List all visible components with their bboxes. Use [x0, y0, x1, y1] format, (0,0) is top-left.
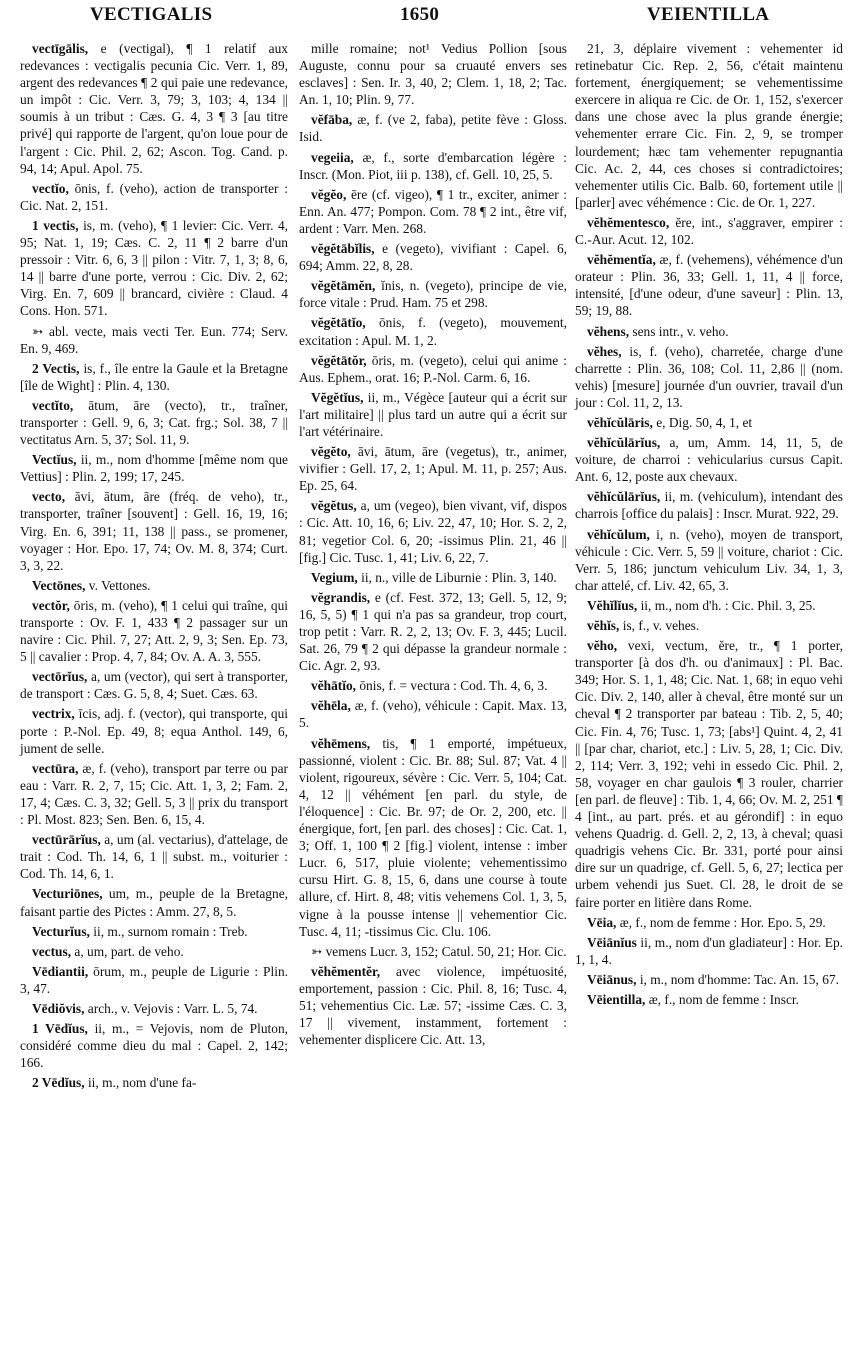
headword: vĕhēmens,	[311, 735, 371, 751]
headword: vĕfāba,	[311, 112, 353, 128]
entry-text: æ, f. (veho), véhicule : Capit. Max. 13, 5.	[299, 698, 567, 731]
headword: vĕgĕo,	[311, 186, 347, 202]
headword: Vēientilla,	[587, 991, 646, 1007]
entry-text: is, m. (veho), ¶ 1 levier: Cic. Verr. 4, 95; Nat. 1, 19; Cæs. C. 2, 11 ¶ 2 barre d'un pressoir : Vitr. 6, 6, 3 || pilon : Vitr. 7, 1, 3; 8, 6, 14 || barre d'une porte, verrou : Cic. Div. 2, 62; Virg. En. 7, 609 || brancard, civière : Claud. 4 Cons. Hon. 571.	[20, 217, 288, 319]
dictionary-entry	[20, 1020, 288, 1071]
entry-text: æ, f., nom de femme : Inscr.	[645, 991, 799, 1007]
dictionary-entry	[20, 597, 288, 665]
dictionary-entry	[575, 40, 843, 211]
entry-text: ii, m., surnom romain : Treb.	[89, 923, 248, 939]
dictionary-entry	[20, 488, 288, 573]
entry-text: ii, m. (vehiculum), intendant des charrois [office du palais] : Inscr. Murat. 922, 29.	[575, 489, 843, 522]
dictionary-entry	[20, 40, 288, 177]
entry-text: is, f., île entre la Gaule et la Bretagne [île de Wight] : Plin. 4, 130.	[20, 360, 288, 393]
entry-text: ĕre, int., s'aggraver, empirer : C.-Aur. Acut. 12, 102.	[575, 214, 843, 248]
dictionary-entry	[299, 735, 567, 940]
entry-text: a, um (vegeo), bien vivant, vif, dispos : Cic. Att. 10, 16, 6; Liv. 22, 47, 10; Hor. S. 2, 2, 81; vegetior Col. 6, 20; -issimus Plin. 21, 46 || [fig.] Cic. Tusc. 1, 41; Liv. 6, 22, 7.	[299, 498, 567, 565]
entry-text: e (vectigal), ¶ 1 relatif aux redevances : vectigalis pecunia Cic. Verr. 1, 89, argent des redevances ¶ 2 qui paie une redevance, un impôt : Cic. Verr. 3, 79; 3, 103; 4, 134 || soumis à un tribut : Cæs. G. 4, 3 ¶ 3 [au titre privé] qui rapporte de l'argent, qu'on loue pour de l'argent : Cic. Phil. 2, 62; Ascon. Tog. Cand. p. 94, 14; Apul. Apol. 75.	[20, 41, 288, 176]
entry-text: ōris, m. (veho), ¶ 1 celui qui traîne, qui transporte : Ov. F. 1, 433 ¶ 2 passager sur un navire : Cic. Phil. 7, 27; Att. 2, 9, 3; Sen. Ep. 73, 5 || cavalier : Prop. 4, 7, 84; Ov. A. A. 3, 555.	[20, 597, 288, 665]
entry-text: āvi, ātum, āre (fréq. de veho), tr., transporter, traîner [souvent] : Gell. 16, 19, 16; Virg. En. 6, 391; 11, 138 || pass., se promener, voyager : Hor. Epo. 17, 74; Ov. M. 8, 374; Curt. 3, 3, 22.	[20, 489, 288, 573]
entry-text: ii, m., nom d'homme [même nom que Vettius] : Plin. 2, 199; 17, 245.	[20, 452, 288, 485]
headword: vĕgĕto,	[311, 444, 351, 460]
dictionary-entry	[20, 668, 288, 702]
entry-text: 21, 3, déplaire vivement : vehementer id retinebatur Cic. Rep. 2, 56, c'était maintenu fortement, énergiquement; se vehementissime exercere in aliqua re Cic. de Or. 1, 152, s'exercer dans une chose avec la plus grande énergie; vehementer errare Cic. Fin. 2, 9, se tromper lourdement; hæc tam vehementer repugnantia Cic. Ac. 2, 44, ces choses si contradictoires; vehementer utilis Cic. Balb. 60, fortement utile || [parler] avec véhémence : Cic. de Or. 1, 227.	[575, 41, 843, 210]
entry-text: īcis, adj. f. (vector), qui transporte, qui porte : P.-Nol. Ep. 49, 8; equa Anthol. 149, 6, jument de selle.	[20, 706, 288, 756]
dictionary-entry	[299, 443, 567, 494]
entry-text: i, n. (veho), moyen de transport, véhicule : Cic. Verr. 5, 59 || voiture, chariot : Cic. Verr. 5, 186; junctum vehiculum Liv. 34, 1, 3, char attelé, cf. Liv. 42, 65, 3.	[575, 526, 843, 593]
headword: vĕgĕtātĭo,	[311, 315, 366, 331]
entry-text: ii, m., Végèce [auteur qui a écrit sur l'art militaire] || plus tard un autre qui a écrit sur l'art vétérinaire.	[299, 389, 567, 439]
headword: Vēia,	[587, 914, 617, 930]
entry-text: ii, n., ville de Liburnie : Plin. 3, 140.	[357, 569, 557, 585]
dictionary-entry	[20, 577, 288, 594]
entry-text: is, f. (veho), charretée, charge d'une charrette : Plin. 36, 108; Col. 11, 2,86 || (nom. vehis) [mesure] journée d'un ouvrier, travail d'un jour : Col. 11, 2, 13.	[575, 343, 843, 410]
headword: vĕhĭcŭlum,	[587, 526, 650, 542]
entry-text: ➳ abl. vecte, mais vecti Ter. Eun. 774; Serv. En. 9, 469.	[20, 323, 288, 356]
headword: vectōrĭus,	[32, 669, 88, 685]
dictionary-entry	[575, 214, 843, 248]
dictionary-entry	[575, 323, 843, 340]
headword: vĕgĕtābĭlis,	[311, 241, 375, 257]
headword: vectŏr,	[32, 597, 70, 613]
dictionary-entry	[299, 497, 567, 565]
dictionary-entry	[299, 697, 567, 731]
dictionary-entry	[20, 923, 288, 940]
headword: vĕhĕmentĭa,	[587, 252, 656, 268]
headword: vĕhĭs,	[587, 618, 620, 633]
dictionary-entry	[20, 705, 288, 756]
dictionary-entry	[20, 1074, 288, 1091]
dictionary-entry	[299, 963, 567, 1048]
entry-text: ōnis, f. (vegeto), mouvement, excitation : Apul. M. 1, 2.	[299, 315, 567, 348]
headword: Vĕgĕtĭus,	[311, 389, 364, 405]
dictionary-entry	[299, 389, 567, 440]
dictionary-entry	[20, 397, 288, 448]
dictionary-entry	[575, 617, 843, 634]
headword: Vecturiōnes,	[32, 886, 103, 902]
headword: Vēdiŏvis,	[32, 1000, 85, 1016]
headword: vĕhens,	[587, 323, 630, 339]
entry-text: mille romaine; not¹ Vedius Pollion [sous Auguste, connu pour sa cruauté envers ses esclaves] : Sen. Ir. 3, 40, 2; Clem. 1, 18, 2; Tac. An. 1, 10; Plin. 9, 77.	[299, 41, 567, 108]
dictionary-entry	[299, 589, 567, 674]
dictionary-entry	[299, 111, 567, 145]
headword: vĕhĕmentesco,	[587, 214, 670, 230]
headword: vĕhĭcŭlāris,	[587, 414, 653, 430]
entry-text: ōnis, f. (veho), action de transporter : Cic. Nat. 2, 151.	[20, 180, 288, 213]
headword: vecto,	[32, 489, 66, 505]
headword: vĕhĭcŭlārĭus,	[587, 489, 661, 505]
headword: 1 Vēdĭus,	[32, 1021, 88, 1037]
entry-text: ēre (cf. vigeo), ¶ 1 tr., exciter, animer : Enn. An. 477; Pompon. Com. 78 ¶ 2 int., être vif, ardent : Varr. Men. 268.	[299, 186, 567, 236]
dictionary-entry	[575, 414, 843, 431]
column-2	[299, 40, 567, 1051]
dictionary-entry	[575, 251, 843, 319]
entry-text: ĭnis, n. (vegeto), principe de vie, force vitale : Prud. Ham. 75 et 298.	[299, 278, 567, 311]
headword: vectĭto,	[32, 397, 74, 413]
page-header	[0, 0, 850, 28]
dictionary-entry	[299, 314, 567, 348]
dictionary-entry	[575, 971, 843, 988]
headword: vĕgĕtātŏr,	[311, 352, 367, 368]
entry-text: ➳ vemens Lucr. 3, 152; Catul. 50, 21; Hor. Cic.	[311, 943, 567, 959]
dictionary-entry	[299, 352, 567, 386]
headword: vĕgĕtus,	[311, 498, 357, 514]
headword: Vecturĭus,	[32, 923, 90, 939]
entry-text: æ, f. (vehemens), véhémence d'un orateur : Plin. 36, 33; Gell. 1, 11, 4 || force, intensité, [d'une odeur, d'une saveur] : Plin. 13, 59; 19, 88.	[575, 252, 843, 319]
entry-text: ii, m., nom d'un gladiateur] : Hor. Ep. 1, 1, 4.	[575, 934, 843, 967]
entry-text: v. Vettones.	[85, 577, 151, 593]
entry-text: āvi, ātum, āre (vegetus), tr., animer, vivifier : Gell. 17, 2, 1; Apul. M. 11, p. 257; Aus. Ep. 25, 64.	[299, 444, 567, 494]
dictionary-entry	[299, 569, 567, 586]
dictionary-entry	[20, 217, 288, 320]
entry-text: vexi, vectum, ĕre, tr., ¶ 1 porter, transporter [à dos d'h. ou d'animaux] : Pl. Bac. 349; Hor. S. 1, 1, 48; Cic. Nat. 1, 68; in equo vehi Cic. Div. 2, 140, aller à cheval, être monté sur un cheval ¶ 2 transporter par bateau : Tib. 2, 5, 40; Cic. Fin. 4, 76; Tusc. 1, 73; [abs¹] Quint. 4, 2, 41 || [par char, chariot, etc.] : Liv. 5, 28, 1; Cic. Div. 2, 114; Verr. 3, 192; vehi in essedo Cic. Phil. 2, 58, voyager en char gaulois ¶ 3 rouler, charrier [en parl. de fleuve] : Tib. 1, 4, 66; Ov. M. 2, 251 ¶ 4 [int., au part. prés. et au gérondif] : in equo vehens Quadrig. d. Gell. 2, 2, 13, à cheval; quasi quadrigis vehens Cic. Br. 331, porté pour ainsi dire sur un quadrige, cf. Gell. 5, 6, 27; lectica per urbem vehendi jus Suet. Cl. 28, le droit de se faire porter en litière dans Rome.	[575, 638, 843, 910]
dictionary-entry	[575, 991, 843, 1008]
dictionary-entry	[20, 1000, 288, 1017]
headword: vectĭo,	[32, 180, 69, 196]
entry-text: a, um (vector), qui sert à transporter, de transport : Cæs. G. 5, 8, 4; Suet. Cæs. 63.	[20, 669, 288, 702]
dictionary-entry	[299, 149, 567, 183]
headword: vĕgĕtāmĕn,	[311, 278, 376, 294]
headword: vĕhātĭo,	[311, 678, 357, 694]
headword: vĕhēla,	[311, 698, 351, 714]
dictionary-entry	[299, 277, 567, 311]
headword: vectīgālis,	[32, 41, 89, 56]
dictionary-entry	[20, 963, 288, 997]
headword: vĕho,	[587, 638, 618, 654]
dictionary-entry	[575, 637, 843, 911]
entry-text: æ, f., sorte d'embarcation légère : Inscr. (Mon. Piot, iii p. 138), cf. Gell. 10, 25, 5.	[299, 149, 567, 182]
headword: Vectōnes,	[32, 577, 86, 593]
headword: Vĕhĭlĭus,	[587, 597, 638, 613]
headword: 2 Vēdĭus,	[32, 1075, 85, 1091]
headword: vectrix,	[32, 706, 75, 722]
headword: vectus,	[32, 943, 72, 959]
headword: vegeiia,	[311, 149, 354, 165]
dictionary-entry	[299, 943, 567, 960]
dictionary-entry	[20, 760, 288, 828]
headword: vĕhĕmentĕr,	[311, 963, 381, 979]
entry-text: tis, ¶ 1 emporté, impétueux, passionné, violent : Cic. Br. 88; Sul. 87; Vat. 4 || violent, rigoureux, sévère : Cic. Verr. 5, 104; Cat. 4, 12 || véhément [en parl. du style, de l'éloquence] : Cic. Br. 97; de Or. 2, 200, etc. || énergique, fort, [en parl. des choses] : Cic. Cat. 1, 3; Off. 1, 100 ¶ 2 [fig.] violent, intense : imber Lucr. 6, 517, pluie violente; vehementissimo cursu Hirt. G. 8, 15, 6, dans une course à toute allure, cf. Hirt. 8, 48; vitis vehemens Col. 1, 3, 5, vigne à la pousse intense || vehementior Cic. Tusc. 4, 11; -tissimus Cic. Clu. 106.	[299, 735, 567, 939]
headword: Vēiānĭus	[587, 934, 637, 950]
entry-text: sens intr., v. veho.	[629, 323, 729, 339]
entry-text: ii, m., nom d'une fa-	[84, 1075, 197, 1091]
headword: Vēdiantii,	[32, 963, 89, 979]
entry-text: ōnis, f. = vectura : Cod. Th. 4, 6, 3.	[356, 678, 548, 694]
entry-text: e (cf. Fest. 372, 13; Gell. 5, 12, 9; 16, 5, 5) ¶ 1 qui n'a pas sa grandeur, trop court, trop petit : Varr. R. 2, 2, 13; Ov. F. 3, 445; Lucil. Sat. 26, 79 ¶ 2 qui dépasse la grandeur normale : Cic. Agr. 2, 93.	[299, 589, 567, 674]
dictionary-entry	[575, 434, 843, 485]
headword: Vegium,	[311, 569, 358, 585]
entry-text: avec violence, impétuosité, emportement, passion : Cic. Phil. 8, 16; Tusc. 4, 51; vehementius Cic. Læ. 57; -issime Cæs. C. 3, 17 || vivement, instamment, fortement : vehementer displicere Cic. Att. 13,	[299, 963, 567, 1048]
running-head-right: VEIENTILLA	[647, 4, 770, 25]
dictionary-entry	[575, 488, 843, 522]
headword: vectūrārĭus,	[32, 832, 101, 848]
dictionary-entry	[299, 677, 567, 694]
dictionary-entry	[20, 323, 288, 357]
entry-text: ātum, āre (vecto), tr., traîner, transporter : Gell. 9, 6, 3; Cat. frg.; Sol. 38, 7 || vectitatus Arn. 5, 37; Sol. 11, 9.	[20, 397, 288, 448]
entry-text: um, m., peuple de la Bretagne, faisant partie des Pictes : Amm. 27, 8, 5.	[20, 886, 288, 919]
headword: Vectĭus,	[32, 452, 77, 468]
dictionary-entry	[575, 526, 843, 594]
entry-text: is, f., v. vehes.	[619, 618, 700, 633]
dictionary-entry	[20, 360, 288, 394]
entry-text: i, m., nom d'homme: Tac. An. 15, 67.	[636, 971, 839, 987]
dictionary-entry	[299, 240, 567, 274]
dictionary-entry	[299, 186, 567, 237]
entry-text: æ, f. (veho), transport par terre ou par eau : Varr. R. 2, 7, 15; Cic. Att. 1, 3, 2; Fam. 2, 17, 4; Cæs. C. 3, 32; Gell. 5, 3 || prix du transport : Pl. Most. 823; Sen. Ben. 6, 15, 4.	[20, 760, 288, 828]
entry-text: a, um, Amm. 14, 11, 5, de voiture, de charroi : vehicularius cursus Capit. Ant. 6, 12, poste aux chevaux.	[575, 435, 843, 485]
entry-text: ōris, m. (vegeto), celui qui anime : Aus. Ephem., orat. 16; P.-Nol. Carm. 6, 16.	[299, 352, 567, 385]
dictionary-entry	[575, 343, 843, 411]
headword: vĕgrandis,	[311, 589, 371, 605]
column-1	[20, 40, 288, 1094]
dictionary-entry	[20, 943, 288, 960]
dictionary-entry	[20, 451, 288, 485]
dictionary-entry	[575, 597, 843, 614]
page-number: 1650	[400, 4, 440, 25]
headword: 2 Vectis,	[32, 360, 80, 376]
dictionary-entry	[575, 934, 843, 968]
entry-text: e, Dig. 50, 4, 1, et	[652, 414, 753, 430]
entry-text: a, um (al. vectarius), d'attelage, de trait : Cod. Th. 14, 6, 1 || subst. m., voiturier : Cod. Th. 14, 6, 1.	[20, 832, 288, 882]
entry-text: e (vegeto), vivifiant : Capel. 6, 694; Amm. 22, 8, 28.	[299, 241, 567, 274]
dictionary-entry	[20, 831, 288, 882]
entry-text: arch., v. Vejovis : Varr. L. 5, 74.	[84, 1000, 258, 1016]
entry-text: æ, f. (ve 2, faba), petite fève : Gloss. Isid.	[299, 112, 567, 145]
dictionary-entry	[299, 40, 567, 108]
dictionary-entry	[575, 914, 843, 931]
headword: 1 vectis,	[32, 217, 79, 233]
headword: Vēiānus,	[587, 971, 637, 987]
running-head-left: VECTIGALIS	[90, 4, 213, 25]
entry-text: æ, f., nom de femme : Hor. Epo. 5, 29.	[616, 914, 826, 930]
entry-text: a, um, part. de veho.	[71, 943, 184, 959]
headword: vectūra,	[32, 760, 79, 776]
entry-text: ōrum, m., peuple de Ligurie : Plin. 3, 47.	[20, 963, 288, 996]
headword: vĕhĭcŭlārĭus,	[587, 435, 661, 451]
entry-text: ii, m., = Vejovis, nom de Pluton, considéré comme dieu du mal : Capel. 2, 142; 166.	[20, 1021, 288, 1071]
entry-text: ii, m., nom d'h. : Cic. Phil. 3, 25.	[637, 597, 816, 613]
dictionary-entry	[20, 180, 288, 214]
headword: vĕhes,	[587, 343, 622, 359]
column-3	[575, 40, 843, 1011]
dictionary-entry	[20, 885, 288, 919]
